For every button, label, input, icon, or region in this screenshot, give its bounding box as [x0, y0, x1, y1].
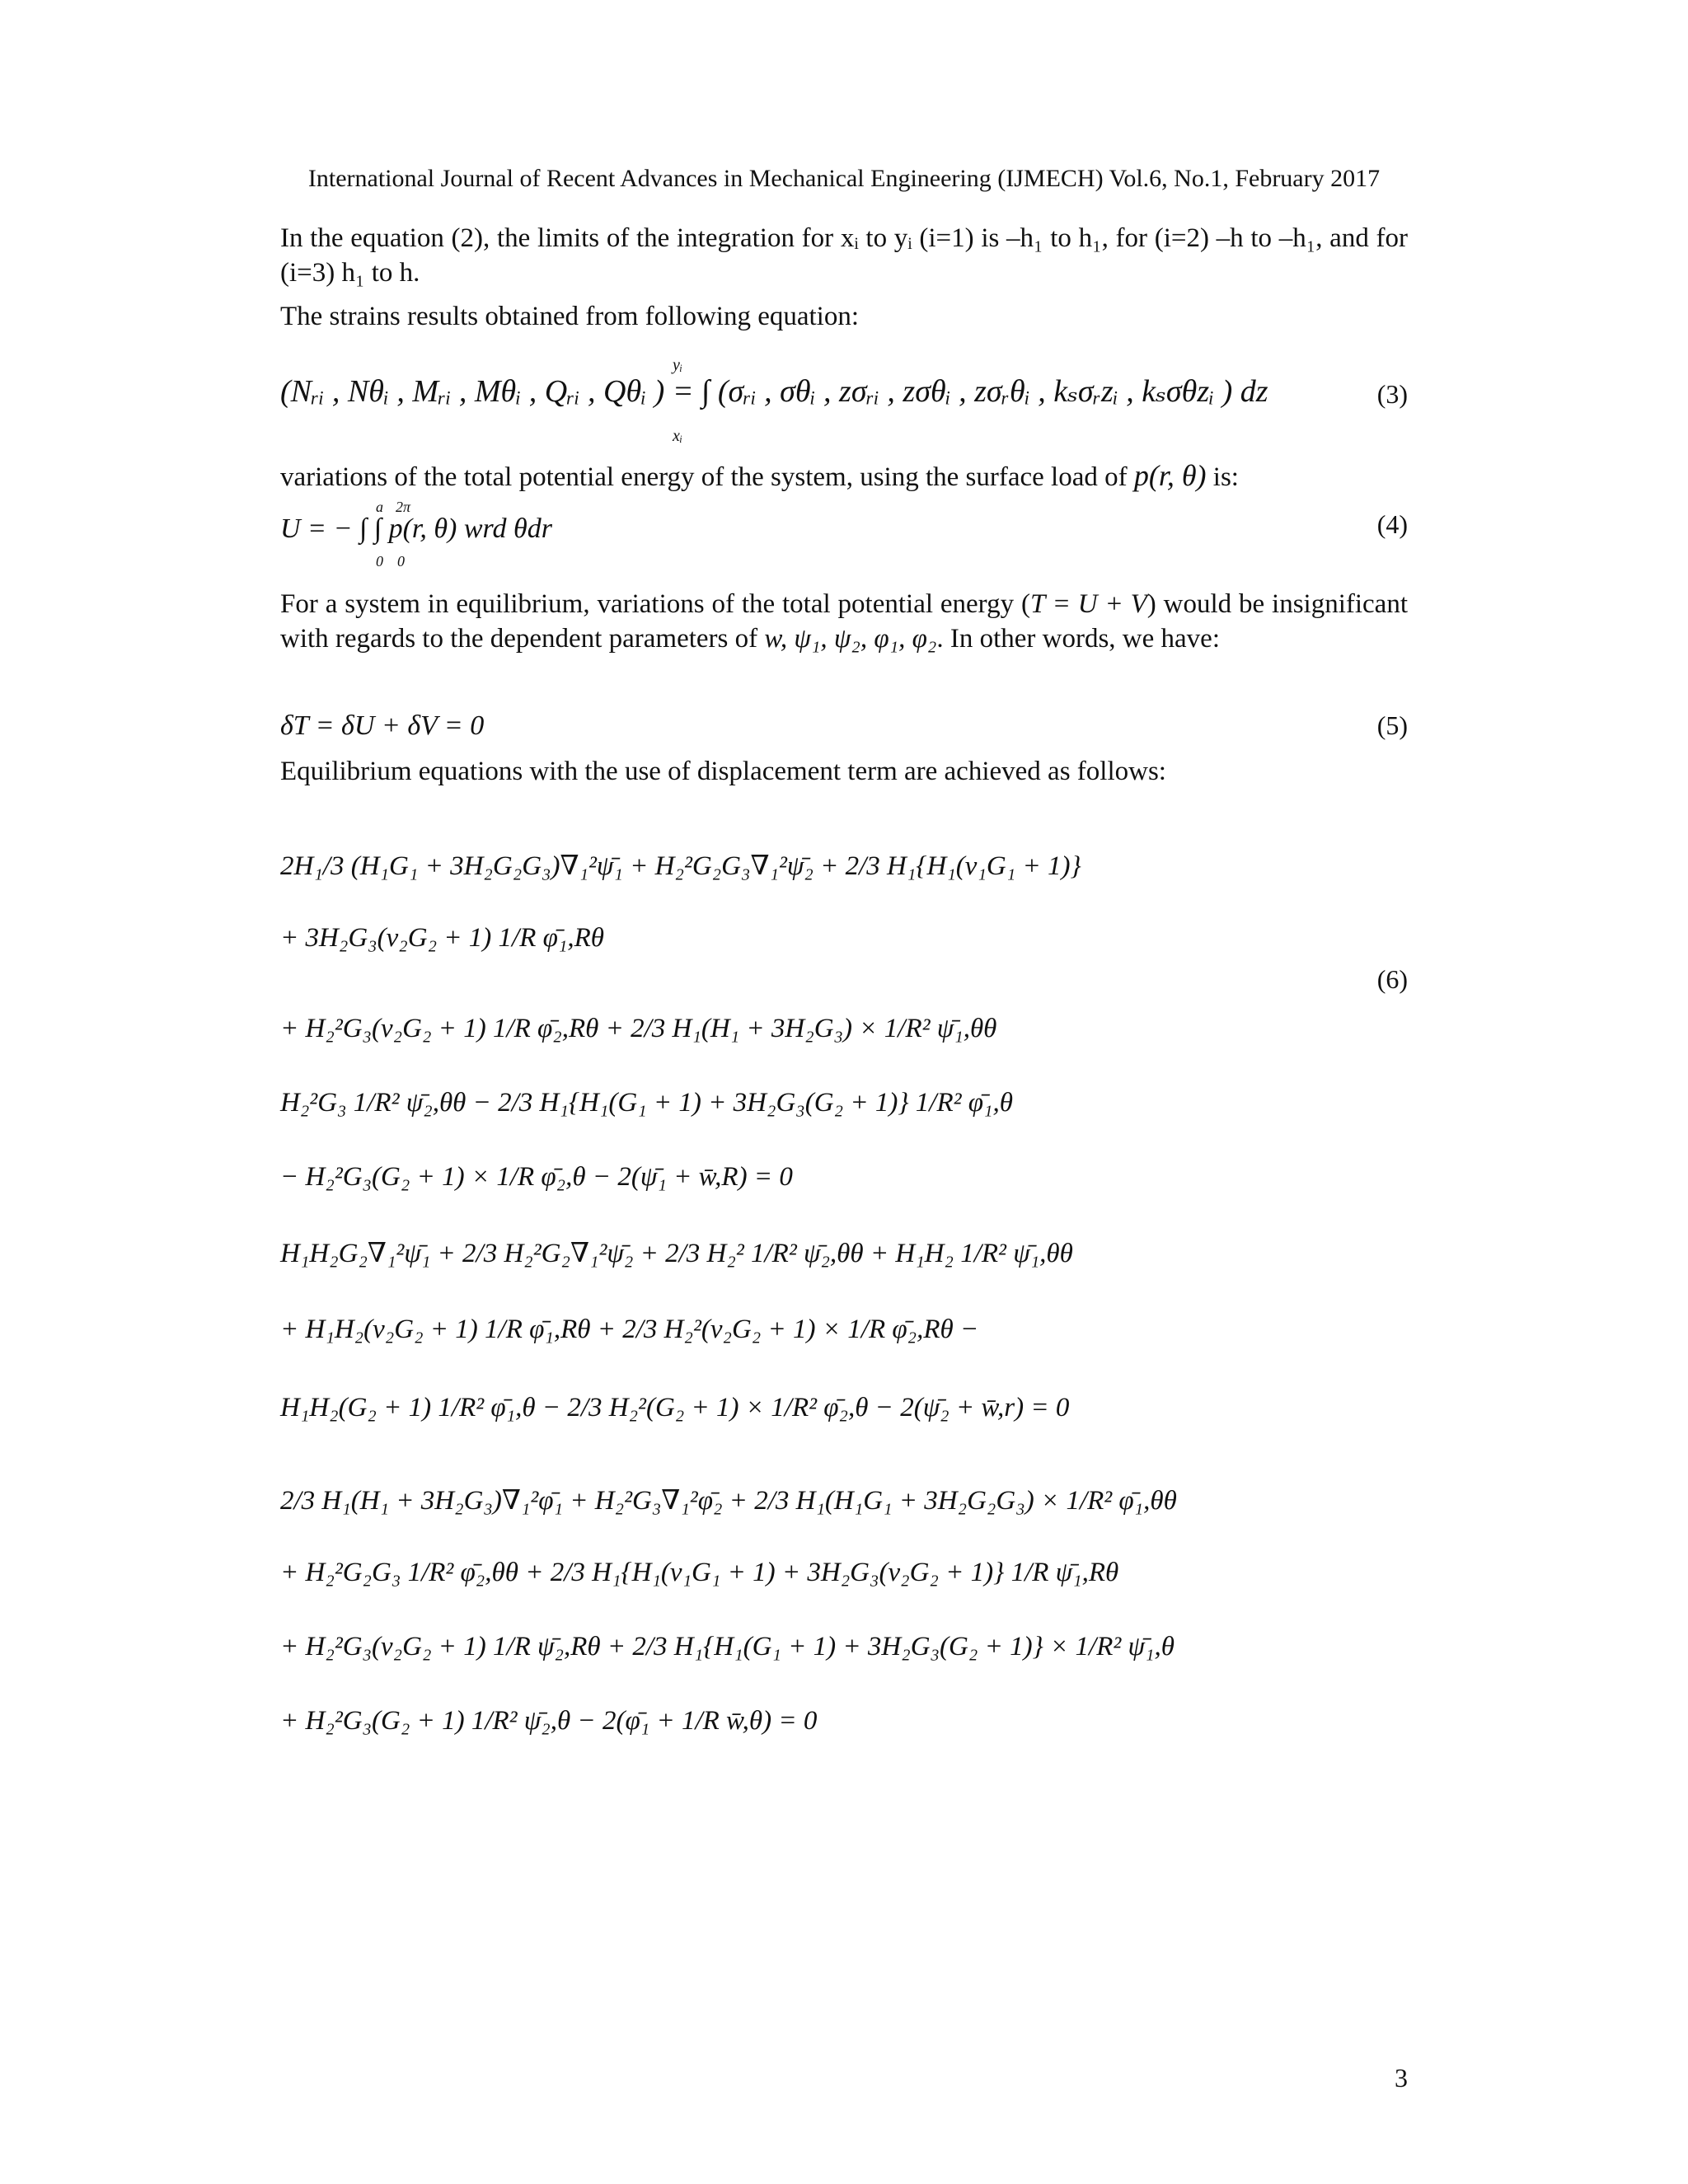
paragraph-potential-energy-text: variations of the total potential energy of the system, using the surface load of [280, 462, 1128, 492]
equation-6-line-11: + H₂²G₃(ν₂G₂ + 1) 1/R ψ̄₂,Rθ + 2/3 H₁{H₁(G₁ + 1) + 3H₂G₃(G₂ + 1)} × 1/R² ψ̄₁,θ [280, 1632, 1175, 1661]
equation-6-line-5: − H₂²G₃(G₂ + 1) × 1/R φ̄₂,θ − 2(ψ̄₁ + w̄,R) = 0 [280, 1162, 793, 1192]
paragraph-integration-limits: In the equation (2), the limits of the integration for xᵢ to yᵢ (i=1) is –h₁ to h₁, for (i=2) –h to –h₁, and for (i=3) h₁ to h. [280, 223, 1408, 288]
paragraph-equilibrium [280, 587, 1408, 656]
equation-6-line-9: 2/3 H₁(H₁ + 3H₂G₃)∇₁²φ̄₁ + H₂²G₃∇₁²φ̄₂ + 2/3 H₁(H₁G₁ + 3H₂G₂G₃) × 1/R² φ̄₁,θθ [280, 1486, 1177, 1516]
equation-3-number: (3) [1376, 379, 1408, 409]
integral-lower-limit: xᵢ [673, 427, 683, 445]
equation-6-line-6: H₁H₂G₂∇₁²ψ̄₁ + 2/3 H₂²G₂∇₁²ψ̄₂ + 2/3 H₂² 1/R² ψ̄₂,θθ + H₁H₂ 1/R² ψ̄₁,θθ [280, 1239, 1073, 1268]
dependent-parameters: w, ψ₁, ψ₂, φ₁, φ₂ [764, 624, 937, 654]
equation-6-line-2: + 3H₂G₃(ν₂G₂ + 1) 1/R φ̄₁,Rθ [280, 923, 604, 953]
paragraph-strains-intro: The strains results obtained from following equation: [280, 302, 860, 331]
equation-4-number: (4) [1376, 509, 1408, 539]
equation-5 [280, 707, 484, 742]
equation-5-number: (5) [1376, 710, 1408, 740]
equation-6-line-10: + H₂²G₂G₃ 1/R² φ̄₂,θθ + 2/3 H₁{H₁(ν₁G₁ + 1) + 3H₂G₃(ν₂G₂ + 1)} 1/R ψ̄₁,Rθ [280, 1558, 1119, 1587]
integral-1-upper-limit: a [376, 499, 383, 515]
paragraph-displacement-intro: Equilibrium equations with the use of displacement term are achieved as follows: [280, 757, 1166, 786]
paragraph-potential-energy-end: is: [1212, 462, 1239, 492]
paragraph-equilibrium-text-c: . In other words, we have: [936, 624, 1220, 654]
paragraph-potential-energy [280, 458, 1408, 494]
page-number: 3 [1395, 2063, 1408, 2093]
equation-4-body: U = − ∫ ∫ p(r, θ) wrd θdr [280, 513, 552, 544]
integral-2-lower-limit: 0 [397, 553, 405, 569]
journal-header: International Journal of Recent Advances in Mechanical Engineering (IJMECH) Vol.6, No.1, February 2017 [307, 165, 1381, 192]
integral-2-upper-limit: 2π [396, 499, 411, 515]
equation-6-line-8: H₁H₂(G₂ + 1) 1/R² φ̄₁,θ − 2/3 H₂²(G₂ + 1) × 1/R² φ̄₂,θ − 2(ψ̄₂ + w̄,r) = 0 [280, 1393, 1070, 1422]
equation-5-body: δT = δU + δV = 0 [280, 710, 485, 741]
equation-6-number: (6) [1376, 964, 1408, 994]
equation-3-body: (Nᵣᵢ , Nθᵢ , Mᵣᵢ , Mθᵢ , Qᵣᵢ , Qθᵢ ) = ∫ (σᵣᵢ , σθᵢ , zσᵣᵢ , zσθᵢ , zσᵣθᵢ , kₛσᵣzᵢ , kₛσθzᵢ ) dz [280, 374, 1268, 409]
equation-6-line-1: 2H₁/3 (H₁G₁ + 3H₂G₂G₃)∇₁²ψ̄₁ + H₂²G₂G₃∇₁²ψ̄₂ + 2/3 H₁{H₁(ν₁G₁ + 1)} [280, 851, 1081, 881]
paragraph-equilibrium-text-b: ) would be insignificant with regards to the dependent parameters of [280, 589, 1408, 654]
equation-6-line-3: + H₂²G₃(ν₂G₂ + 1) 1/R φ̄₂,Rθ + 2/3 H₁(H₁ + 3H₂G₃) × 1/R² ψ̄₁,θθ [280, 1014, 997, 1043]
surface-load-term: p(r, θ) [1133, 459, 1207, 492]
paragraph-equilibrium-text-a: For a system in equilibrium, variations of the total potential energy ( [280, 589, 1030, 619]
equation-6-line-12: + H₂²G₃(G₂ + 1) 1/R² ψ̄₂,θ − 2(φ̄₁ + 1/R w̄,θ) = 0 [280, 1706, 818, 1736]
integral-upper-limit: yᵢ [673, 356, 683, 374]
integral-1-lower-limit: 0 [376, 553, 383, 569]
total-energy-term: T = U + V [1029, 589, 1147, 619]
equation-6-line-4: H₂²G₃ 1/R² ψ̄₂,θθ − 2/3 H₁{H₁(G₁ + 1) + 3H₂G₃(G₂ + 1)} 1/R² φ̄₁,θ [280, 1088, 1013, 1118]
equation-6-line-7: + H₁H₂(ν₂G₂ + 1) 1/R φ̄₁,Rθ + 2/3 H₂²(ν₂G₂ + 1) × 1/R φ̄₂,Rθ − [280, 1315, 979, 1344]
